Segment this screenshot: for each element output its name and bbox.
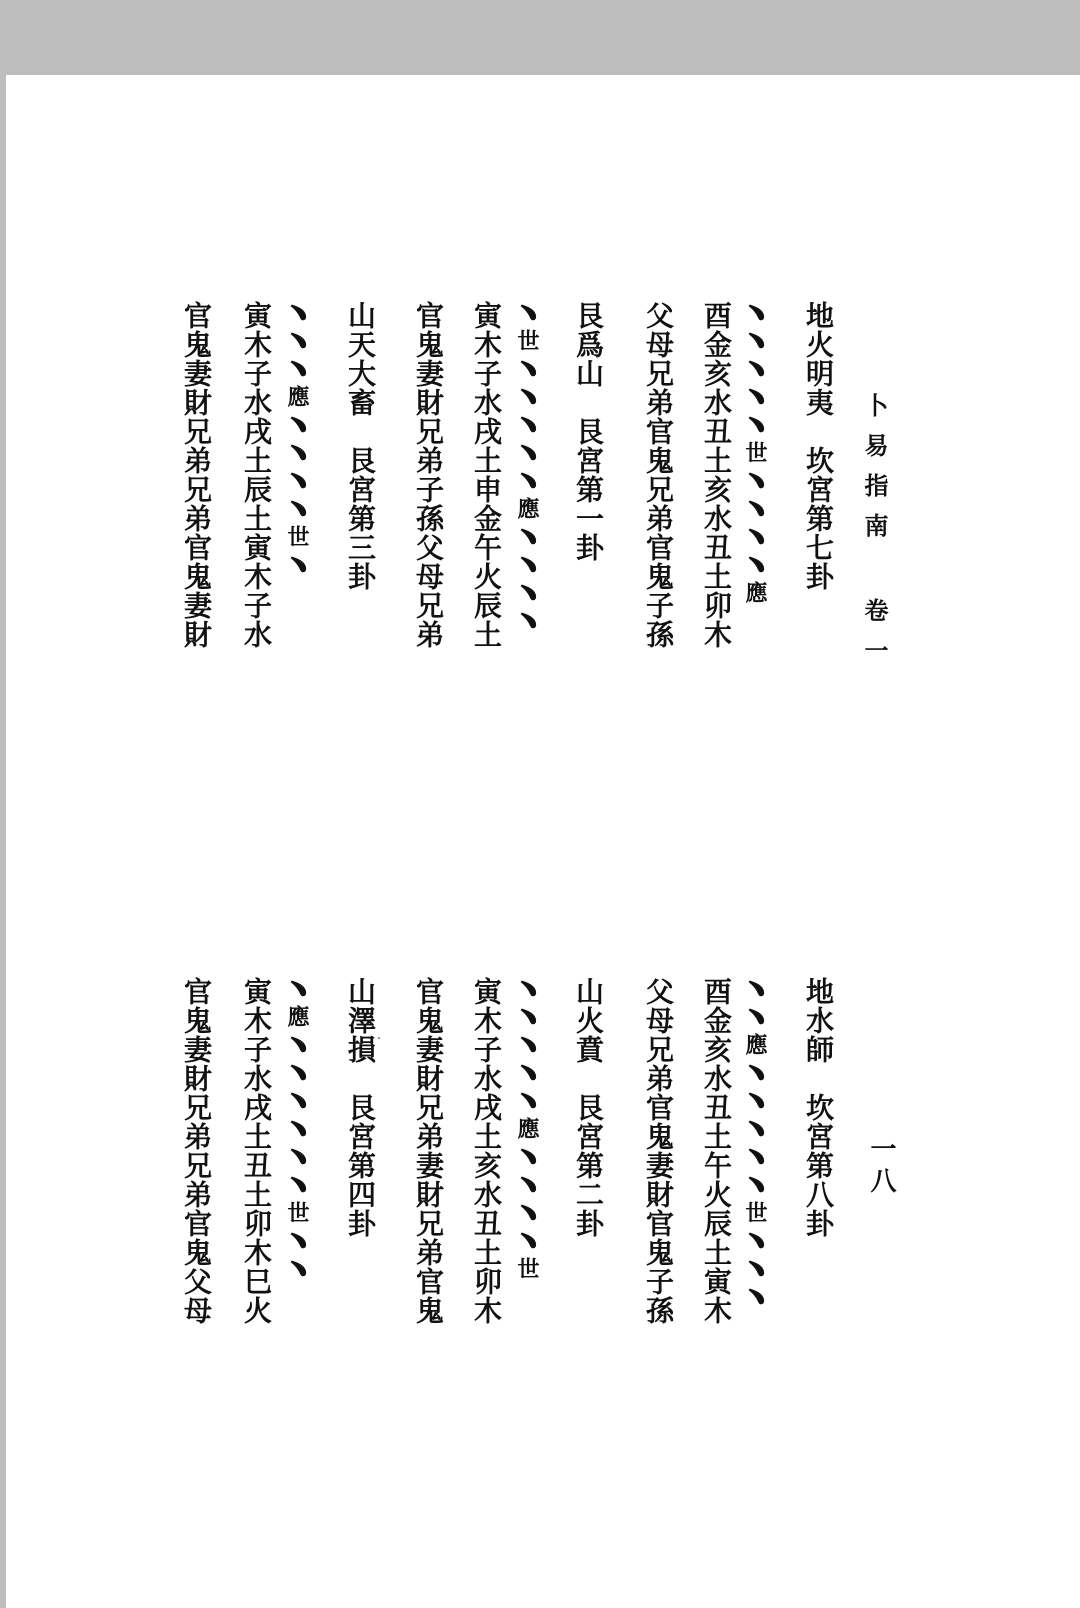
line-marks: ﹅﹅﹅﹅﹅世﹅﹅﹅﹅應 xyxy=(742,301,768,609)
six-relations-column: 父母兄弟官鬼妻財官鬼子孫 xyxy=(642,977,675,1325)
line-marks: ﹅世﹅﹅﹅﹅﹅應﹅﹅﹅﹅ xyxy=(514,301,540,637)
branch-element-column: 寅木子水戌土申金午火辰土 xyxy=(470,301,503,649)
line-marks: ﹅﹅﹅﹅﹅應﹅﹅﹅﹅世 xyxy=(514,977,540,1285)
hexagram-title: 地火明夷 坎宮第七卦 xyxy=(802,301,835,591)
branch-element-column: 酉金亥水丑土亥水丑土卯木 xyxy=(700,301,733,649)
hexagram-title: 地水師 坎宮第八卦 xyxy=(802,977,835,1238)
book-page xyxy=(6,75,1080,1608)
branch-element-column: 寅木子水戌土辰土寅木子水 xyxy=(240,301,273,649)
branch-element-column: 寅木子水戌土亥水丑土卯木 xyxy=(470,977,503,1325)
running-title: 卜易指南 卷一 xyxy=(860,393,889,678)
line-marks: ﹅應﹅﹅﹅﹅﹅﹅世﹅﹅ xyxy=(284,977,310,1285)
line-marks: ﹅﹅﹅應﹅﹅﹅﹅世﹅ xyxy=(284,301,310,581)
six-relations-column: 官鬼妻財兄弟兄弟官鬼妻財 xyxy=(180,301,213,649)
paper-speck xyxy=(378,1037,380,1039)
hexagram-title: 艮爲山 艮宮第一卦 xyxy=(572,301,605,562)
six-relations-column: 官鬼妻財兄弟子孫父母兄弟 xyxy=(412,301,445,649)
hexagram-title: 山澤損 艮宮第四卦 xyxy=(344,977,377,1238)
six-relations-column: 官鬼妻財兄弟兄弟官鬼父母 xyxy=(180,977,213,1325)
hexagram-title: 山天大畜 艮宮第三卦 xyxy=(344,301,377,591)
page-number: 一八 xyxy=(866,1135,896,1199)
branch-element-column: 寅木子水戌土丑土卯木巳火 xyxy=(240,977,273,1325)
branch-element-column: 酉金亥水丑土午火辰土寅木 xyxy=(700,977,733,1325)
hexagram-title: 山火賁 艮宮第二卦 xyxy=(572,977,605,1238)
six-relations-column: 官鬼妻財兄弟妻財兄弟官鬼 xyxy=(412,977,445,1325)
line-marks: ﹅﹅應﹅﹅﹅﹅﹅世﹅﹅﹅ xyxy=(742,977,768,1313)
six-relations-column: 父母兄弟官鬼兄弟官鬼子孫 xyxy=(642,301,675,649)
